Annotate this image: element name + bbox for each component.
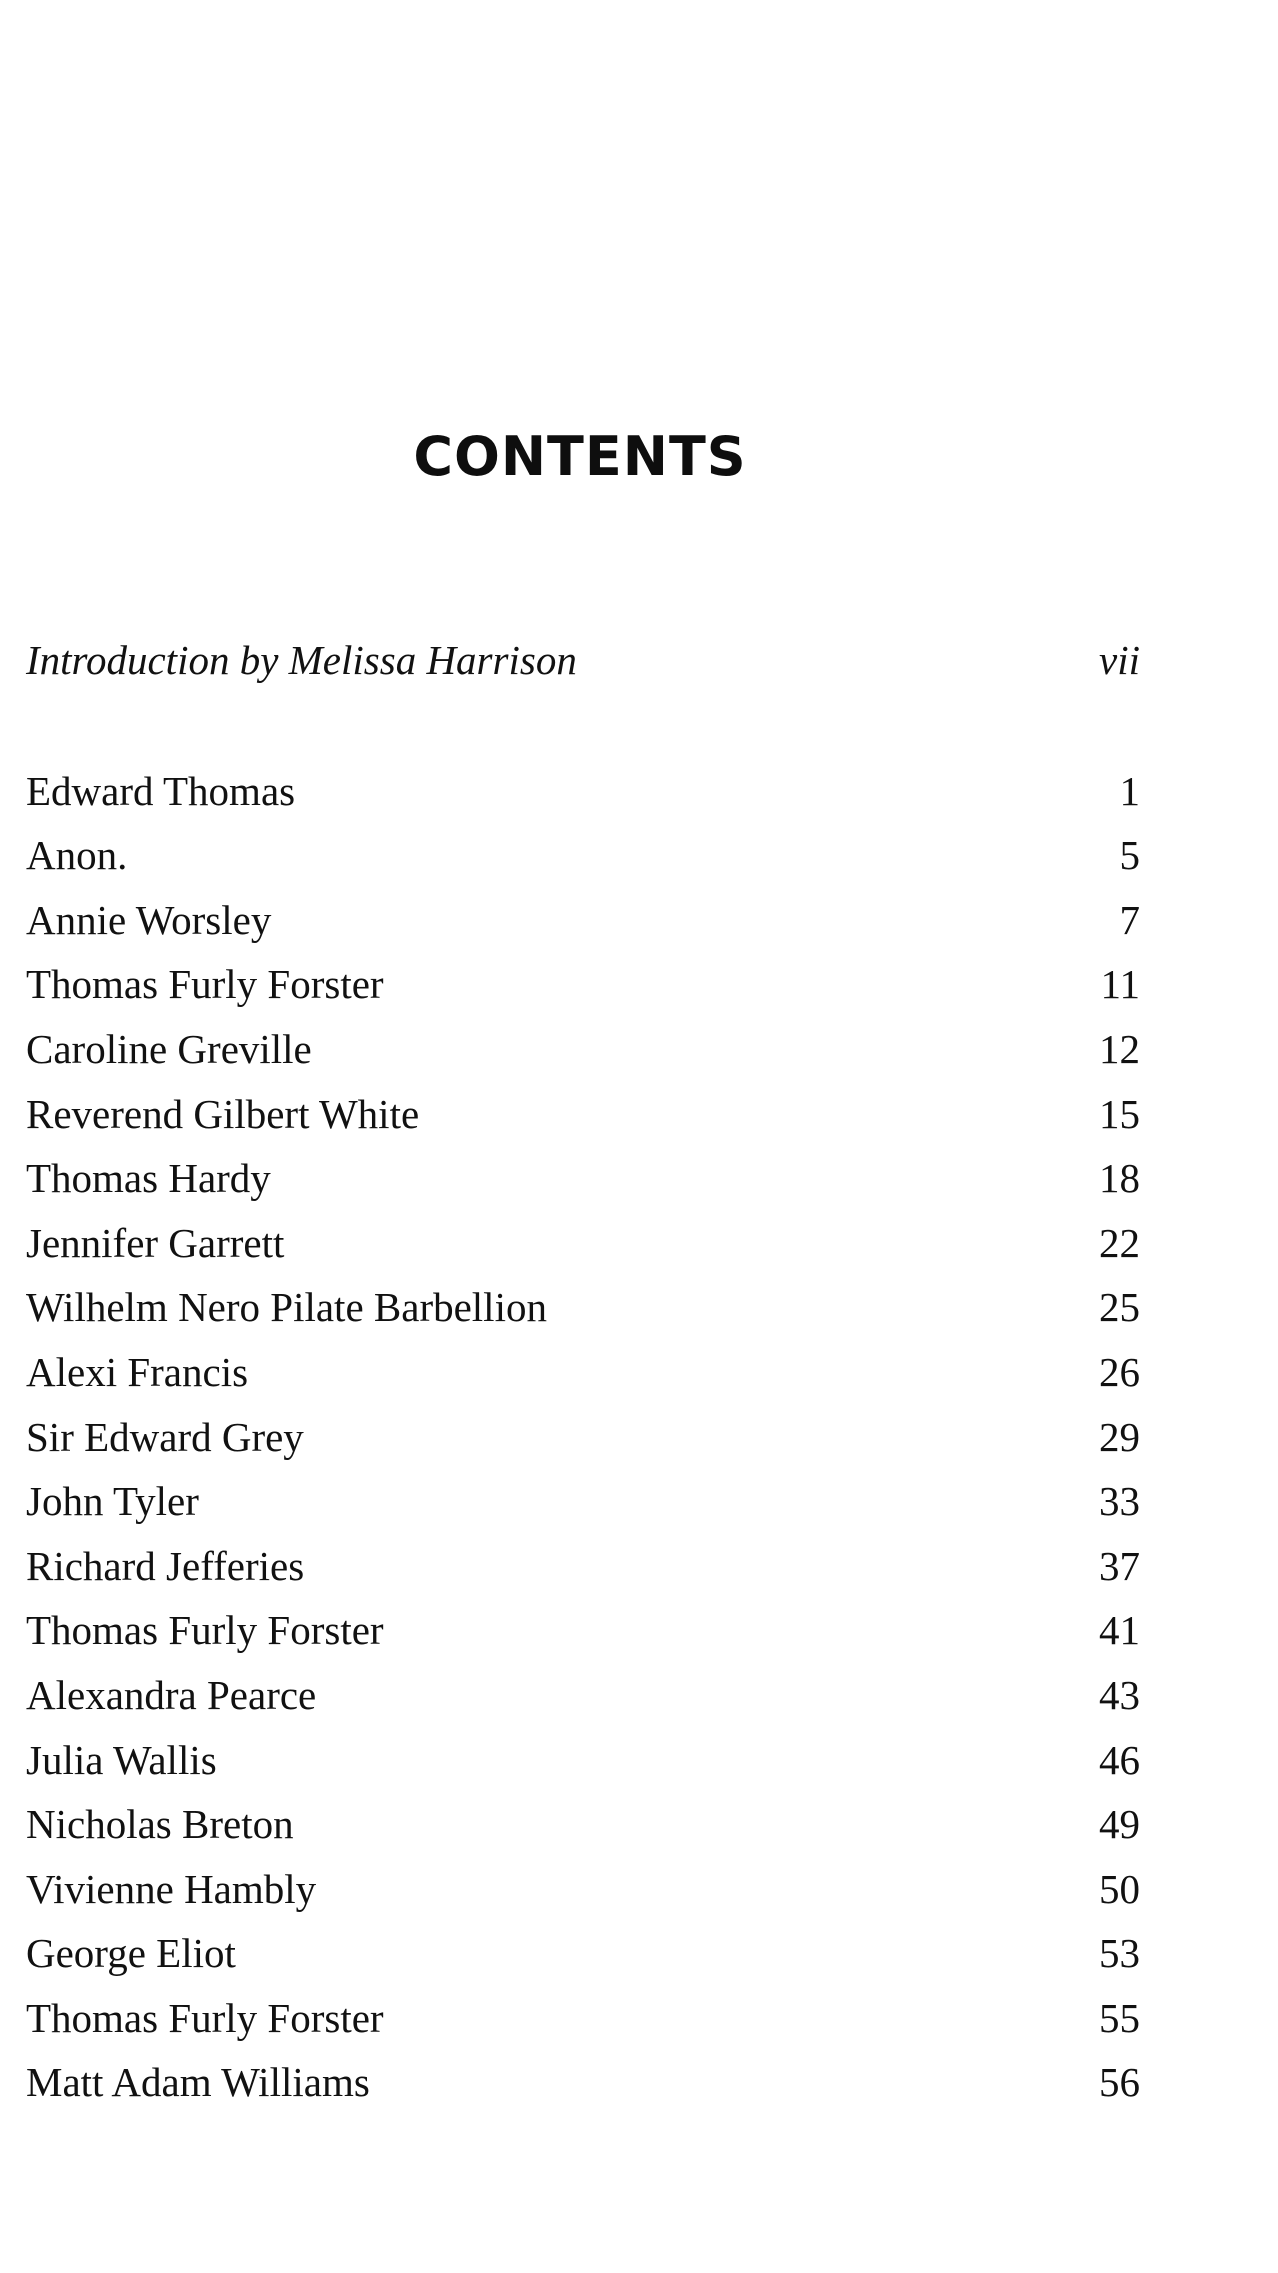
toc-entry-author: Edward Thomas [26,767,296,814]
toc-entry-page: vii [1099,637,1140,683]
toc-entry-author: Sir Edward Grey [26,1413,304,1460]
toc-entry-author: Jennifer Garrett [26,1219,285,1266]
toc-entry-author: Thomas Hardy [26,1155,271,1202]
table-of-contents [26,628,1140,2115]
toc-entry [26,1986,1140,2051]
toc-entry-page: 46 [1099,1736,1140,1783]
toc-entry [26,1598,1140,1663]
toc-entry-title: Introduction by Melissa Harrison [26,637,577,683]
toc-entry-author: Wilhelm Nero Pilate Barbellion [26,1284,547,1331]
contents-heading: CONTENTS [413,425,747,488]
toc-entry-page: 50 [1099,1865,1140,1912]
toc-entry [26,1921,1140,1986]
toc-entry [26,1469,1140,1534]
toc-entry-author: Annie Worsley [26,896,272,943]
toc-entry-author: Matt Adam Williams [26,2059,370,2106]
toc-entry-page: 49 [1099,1801,1140,1848]
toc-entry-page: 22 [1099,1219,1140,1266]
toc-entry [26,1792,1140,1857]
toc-entry-page: 55 [1099,1994,1140,2041]
toc-entry [26,1082,1140,1147]
toc-entry-author: Caroline Greville [26,1025,312,1072]
toc-entry-page: 25 [1099,1284,1140,1331]
toc-entry [26,1340,1140,1405]
toc-entry-author: John Tyler [26,1478,199,1525]
toc-entry-author: George Eliot [26,1930,236,1977]
toc-entry [26,1211,1140,1276]
toc-entry [26,1728,1140,1793]
toc-entry [26,2050,1140,2115]
toc-entry-author: Thomas Furly Forster [26,961,384,1008]
toc-entry-introduction [26,628,1140,693]
toc-entry [26,1017,1140,1082]
toc-entry [26,823,1140,888]
toc-entry-page: 5 [1119,832,1140,879]
toc-entry-page: 26 [1099,1348,1140,1395]
toc-entry-page: 43 [1099,1671,1140,1718]
toc-entry-author: Thomas Furly Forster [26,1607,384,1654]
toc-entry-author: Vivienne Hambly [26,1865,317,1912]
toc-entry [26,1534,1140,1599]
toc-entry-page: 37 [1099,1542,1140,1589]
toc-entry [26,1405,1140,1470]
toc-entry-author: Anon. [26,832,128,879]
toc-entry [26,888,1140,953]
toc-entry-page: 15 [1099,1090,1140,1137]
toc-entry-page: 56 [1099,2059,1140,2106]
toc-entry-author: Julia Wallis [26,1736,217,1783]
toc-entry-page: 11 [1100,961,1140,1008]
toc-entry-page: 7 [1119,896,1140,943]
toc-entry [26,952,1140,1017]
toc-entry [26,759,1140,824]
toc-entry-page: 41 [1099,1607,1140,1654]
toc-entry-page: 1 [1119,767,1140,814]
toc-entry-page: 33 [1099,1478,1140,1525]
toc-entry [26,1275,1140,1340]
toc-entry-author: Richard Jefferies [26,1542,305,1589]
toc-entry-page: 29 [1099,1413,1140,1460]
toc-entry [26,1663,1140,1728]
toc-entry [26,1857,1140,1922]
toc-entry [26,1146,1140,1211]
toc-entry-page: 53 [1099,1930,1140,1977]
toc-entry-author: Reverend Gilbert White [26,1090,420,1137]
toc-entry-page: 12 [1099,1025,1140,1072]
toc-entry-author: Alexi Francis [26,1348,249,1395]
toc-entry-author: Nicholas Breton [26,1801,294,1848]
toc-entry-page: 18 [1099,1155,1140,1202]
toc-entry-author: Alexandra Pearce [26,1671,317,1718]
toc-entry-author: Thomas Furly Forster [26,1994,384,2041]
